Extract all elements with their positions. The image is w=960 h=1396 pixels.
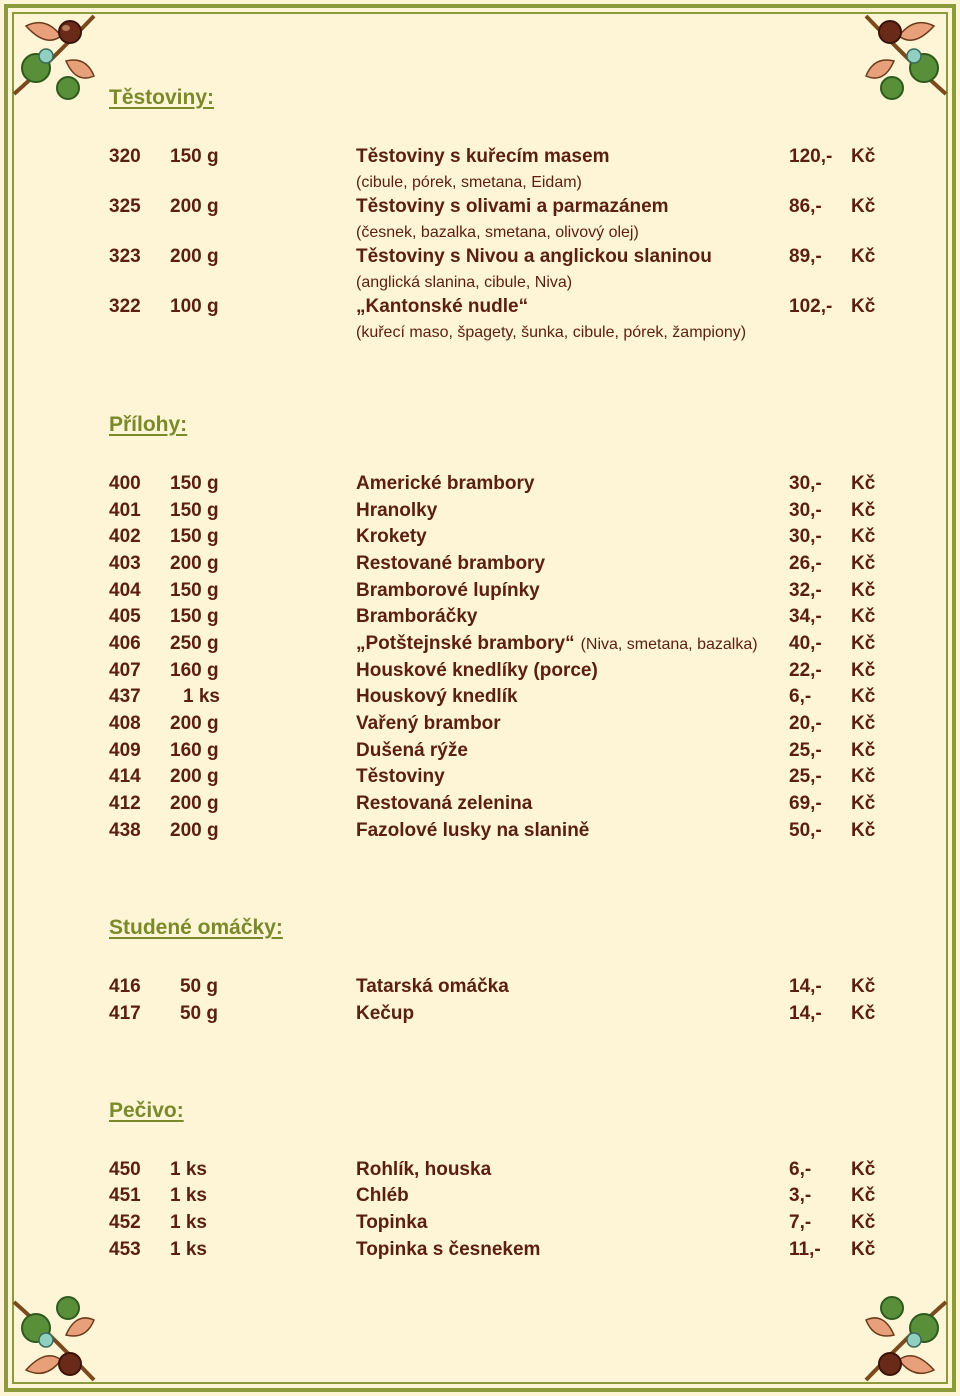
menu-item: [0, 660, 960, 686]
item-currency: Kč: [851, 196, 876, 217]
item-currency: Kč: [851, 553, 876, 574]
item-code: 453: [109, 1239, 141, 1260]
chestnut-ornament-icon: [6, 1294, 102, 1390]
item-name-with-note: [356, 633, 758, 655]
item-amount: 200 g: [170, 793, 219, 814]
item-code: 323: [109, 246, 141, 267]
item-code: 412: [109, 793, 141, 814]
item-price: 40,-: [789, 633, 822, 654]
item-code: 409: [109, 740, 141, 761]
item-amount: 160 g: [170, 660, 219, 681]
item-name: Restované brambory: [356, 553, 546, 574]
menu-item: [0, 1185, 960, 1211]
item-code: 400: [109, 473, 141, 494]
chestnut-ornament-icon: [6, 6, 102, 102]
item-code: 320: [109, 146, 141, 167]
item-currency: Kč: [851, 793, 876, 814]
menu-item: [0, 793, 960, 819]
item-currency: Kč: [851, 1239, 876, 1260]
item-name: Chléb: [356, 1185, 409, 1206]
item-price: 14,-: [789, 976, 822, 997]
item-amount: 200 g: [170, 766, 219, 787]
item-amount: 1 ks: [170, 1239, 207, 1260]
menu-item: [0, 1003, 960, 1029]
menu-item: [0, 146, 960, 172]
item-code: 451: [109, 1185, 141, 1206]
item-note: (kuřecí maso, špagety, šunka, cibule, pórek, žampiony): [356, 324, 747, 341]
item-currency: Kč: [851, 526, 876, 547]
item-price: 69,-: [789, 793, 822, 814]
item-amount: 1 ks: [170, 1159, 207, 1180]
menu-item: [0, 1159, 960, 1185]
section-title-pecivo: Pečivo:: [109, 1099, 184, 1122]
item-amount: 150 g: [170, 500, 219, 521]
item-currency: Kč: [851, 606, 876, 627]
item-amount: 1 ks: [183, 686, 220, 707]
item-code: 408: [109, 713, 141, 734]
item-name: Kečup: [356, 1003, 415, 1024]
item-code: 437: [109, 686, 141, 707]
item-amount: 150 g: [170, 526, 219, 547]
menu-item: [0, 606, 960, 632]
item-code: 404: [109, 580, 141, 601]
item-amount: 1 ks: [170, 1185, 207, 1206]
section-title-prilohy: Přílohy:: [109, 413, 188, 436]
item-code: 450: [109, 1159, 141, 1180]
section-title-omacky: Studené omáčky:: [109, 916, 283, 939]
item-price: 32,-: [789, 580, 822, 601]
item-name: Těstoviny: [356, 766, 445, 787]
item-code: 403: [109, 553, 141, 574]
menu-item: [0, 976, 960, 1002]
menu-item: [0, 713, 960, 739]
item-currency: Kč: [851, 976, 876, 997]
item-currency: Kč: [851, 473, 876, 494]
item-currency: Kč: [851, 500, 876, 521]
item-name: Těstoviny s kuřecím masem: [356, 146, 610, 167]
item-name: Restovaná zelenina: [356, 793, 533, 814]
item-currency: Kč: [851, 766, 876, 787]
menu-item: [0, 633, 960, 659]
item-price: 30,-: [789, 526, 822, 547]
menu-item: [0, 526, 960, 552]
item-price: 86,-: [789, 196, 822, 217]
item-note: (Niva, smetana, bazalka): [580, 636, 758, 653]
item-name: Dušená rýže: [356, 740, 468, 761]
item-note: (cibule, pórek, smetana, Eidam): [356, 174, 582, 191]
item-price: 25,-: [789, 766, 822, 787]
item-currency: Kč: [851, 633, 876, 654]
menu-item: [0, 1212, 960, 1238]
item-currency: Kč: [851, 1159, 876, 1180]
item-currency: Kč: [851, 246, 876, 267]
item-price: 22,-: [789, 660, 822, 681]
item-code: 325: [109, 196, 141, 217]
item-code: 438: [109, 820, 141, 841]
item-currency: Kč: [851, 1212, 876, 1233]
item-currency: Kč: [851, 146, 876, 167]
menu-item: [0, 246, 960, 272]
item-name: Americké brambory: [356, 473, 535, 494]
item-name: „Kantonské nudle“: [356, 296, 529, 317]
menu-item: [0, 553, 960, 579]
item-code: 322: [109, 296, 141, 317]
item-code: 401: [109, 500, 141, 521]
item-code: 405: [109, 606, 141, 627]
item-note: (anglická slanina, cibule, Niva): [356, 274, 573, 291]
item-code: 416: [109, 976, 141, 997]
item-price: 34,-: [789, 606, 822, 627]
item-name: Fazolové lusky na slanině: [356, 820, 590, 841]
item-currency: Kč: [851, 740, 876, 761]
item-name: Tatarská omáčka: [356, 976, 509, 997]
item-currency: Kč: [851, 296, 876, 317]
item-name: „Potštejnské brambory“: [356, 633, 575, 654]
item-currency: Kč: [851, 686, 876, 707]
item-price: 3,-: [789, 1185, 812, 1206]
item-amount: 200 g: [170, 713, 219, 734]
item-code: 407: [109, 660, 141, 681]
item-price: 89,-: [789, 246, 822, 267]
item-amount: 150 g: [170, 580, 219, 601]
item-price: 20,-: [789, 713, 822, 734]
item-amount: 50 g: [179, 1003, 218, 1024]
item-amount: 50 g: [179, 976, 218, 997]
item-name: Rohlík, houska: [356, 1159, 492, 1180]
item-price: 102,-: [789, 296, 833, 317]
menu-item: [0, 686, 960, 712]
item-amount: 200 g: [170, 553, 219, 574]
item-code: 417: [109, 1003, 141, 1024]
item-amount: 100 g: [170, 296, 219, 317]
item-amount: 200 g: [170, 820, 219, 841]
item-currency: Kč: [851, 713, 876, 734]
item-price: 6,-: [789, 686, 812, 707]
item-code: 414: [109, 766, 141, 787]
item-code: 402: [109, 526, 141, 547]
item-name: Bramboráčky: [356, 606, 478, 627]
menu-item: [0, 740, 960, 766]
item-currency: Kč: [851, 820, 876, 841]
item-amount: 150 g: [170, 606, 219, 627]
item-name: Topinka s česnekem: [356, 1239, 541, 1260]
chestnut-ornament-icon: [858, 6, 954, 102]
item-price: 25,-: [789, 740, 822, 761]
chestnut-ornament-icon: [858, 1294, 954, 1390]
item-note: (česnek, bazalka, smetana, olivový olej): [356, 224, 639, 241]
menu-item: [0, 500, 960, 526]
item-amount: 150 g: [170, 473, 219, 494]
item-amount: 250 g: [170, 633, 219, 654]
item-price: 30,-: [789, 473, 822, 494]
item-amount: 160 g: [170, 740, 219, 761]
item-code: 406: [109, 633, 141, 654]
item-name: Topinka: [356, 1212, 428, 1233]
item-name: Vařený brambor: [356, 713, 501, 734]
item-price: 26,-: [789, 553, 822, 574]
item-price: 50,-: [789, 820, 822, 841]
menu-item: [0, 766, 960, 792]
item-currency: Kč: [851, 1003, 876, 1024]
item-price: 14,-: [789, 1003, 822, 1024]
item-code: 452: [109, 1212, 141, 1233]
menu-item: [0, 580, 960, 606]
item-currency: Kč: [851, 1185, 876, 1206]
menu-item: [0, 473, 960, 499]
menu-item: [0, 296, 960, 322]
item-name: Houskové knedlíky (porce): [356, 660, 598, 681]
item-name: Těstoviny s olivami a parmazánem: [356, 196, 669, 217]
item-currency: Kč: [851, 660, 876, 681]
item-name: Krokety: [356, 526, 427, 547]
menu-item: [0, 820, 960, 846]
item-name: Hranolky: [356, 500, 438, 521]
item-currency: Kč: [851, 580, 876, 601]
section-title-testoviny: Těstoviny:: [109, 86, 215, 109]
item-price: 30,-: [789, 500, 822, 521]
item-amount: 200 g: [170, 196, 219, 217]
menu-item: [0, 1239, 960, 1265]
item-amount: 1 ks: [170, 1212, 207, 1233]
item-amount: 200 g: [170, 246, 219, 267]
item-price: 11,-: [789, 1239, 821, 1260]
menu-item: [0, 196, 960, 222]
item-price: 120,-: [789, 146, 833, 167]
item-price: 6,-: [789, 1159, 812, 1180]
item-amount: 150 g: [170, 146, 219, 167]
item-price: 7,-: [789, 1212, 812, 1233]
item-name: Bramborové lupínky: [356, 580, 540, 601]
item-name: Těstoviny s Nivou a anglickou slaninou: [356, 246, 712, 267]
item-name: Houskový knedlík: [356, 686, 518, 707]
